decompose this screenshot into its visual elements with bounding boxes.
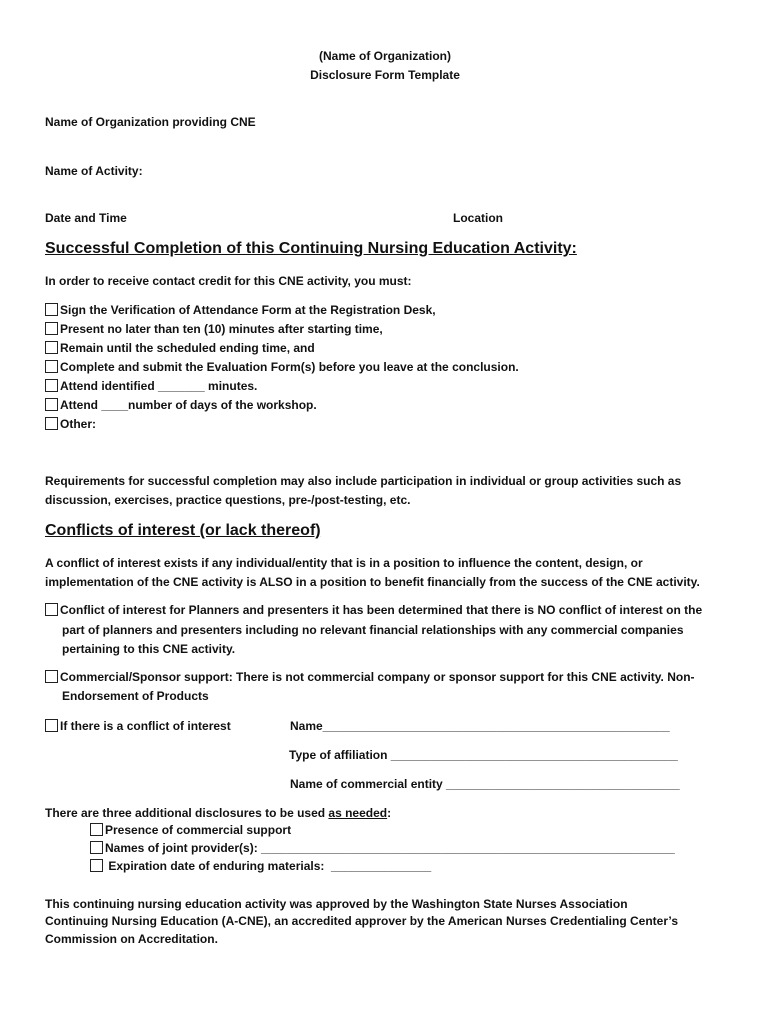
checkbox[interactable] bbox=[45, 603, 58, 616]
conflict-name-field[interactable]: Name____________________________________________________ bbox=[290, 719, 670, 733]
sponsor-option bbox=[45, 668, 695, 687]
checkbox[interactable] bbox=[45, 398, 58, 411]
affiliation-field[interactable]: Type of affiliation ___________________________________________ bbox=[289, 748, 678, 762]
completion-item bbox=[45, 415, 96, 434]
completion-item bbox=[45, 358, 519, 377]
planners-option-line-2: part of planners and presenters including no relevant financial relationships with any commercial companies bbox=[62, 623, 684, 637]
planners-option-line-3: pertaining to this CNE activity. bbox=[62, 642, 236, 656]
checkbox[interactable] bbox=[90, 859, 103, 872]
requirements-text: Requirements for successful completion may also include participation in individual or group activities such as bbox=[45, 474, 682, 488]
additional-item bbox=[90, 857, 431, 876]
additional-intro-prefix: There are three additional disclosures to be used bbox=[45, 806, 329, 820]
planners-option-label: Conflict of interest for Planners and presenters it has been determined that there is NO conflict of interest on the bbox=[60, 603, 703, 617]
completion-item bbox=[45, 377, 257, 396]
additional-item-label: Expiration date of enduring materials: _______________ bbox=[105, 859, 432, 873]
accreditation-statement: This continuing nursing education activity was approved by the Washington State Nurses Association bbox=[45, 897, 628, 911]
additional-intro bbox=[45, 806, 391, 820]
location-label: Location bbox=[453, 211, 503, 225]
conflict-option bbox=[45, 717, 231, 736]
completion-intro: In order to receive contact credit for this CNE activity, you must: bbox=[45, 274, 412, 288]
checkbox[interactable] bbox=[90, 841, 103, 854]
accreditation-statement-2: Continuing Nursing Education (A-CNE), an accredited approver by the American Nurses Credentialing Center’s bbox=[45, 914, 678, 928]
conflicts-heading: Conflicts of interest (or lack thereof) bbox=[45, 522, 321, 539]
conflict-option-label: If there is a conflict of interest bbox=[60, 719, 231, 733]
org-providing-label: Name of Organization providing CNE bbox=[45, 115, 256, 129]
completion-item-label: Other: bbox=[60, 417, 96, 431]
additional-intro-underlined: as needed bbox=[328, 806, 388, 820]
commercial-entity-field[interactable]: Name of commercial entity ___________________________________ bbox=[290, 777, 680, 791]
checkbox[interactable] bbox=[45, 341, 58, 354]
completion-item-label: Attend identified _______ minutes. bbox=[60, 379, 258, 393]
completion-item-label: Remain until the scheduled ending time, and bbox=[60, 341, 315, 355]
completion-item-label: Complete and submit the Evaluation Form(s) before you leave at the conclusion. bbox=[60, 360, 519, 374]
checkbox[interactable] bbox=[45, 379, 58, 392]
sponsor-option-label: Commercial/Sponsor support: There is not commercial company or sponsor support for this CNE activity. Non- bbox=[60, 670, 695, 684]
additional-intro-suffix: : bbox=[387, 806, 392, 820]
completion-heading: Successful Completion of this Continuing Nursing Education Activity: bbox=[45, 240, 577, 257]
additional-item bbox=[90, 839, 675, 858]
requirements-text-2: discussion, exercises, practice questions, pre-/post-testing, etc. bbox=[45, 493, 411, 507]
completion-item bbox=[45, 301, 436, 320]
checkbox[interactable] bbox=[45, 670, 58, 683]
checkbox[interactable] bbox=[45, 322, 58, 335]
completion-item-label: Attend ____number of days of the workshop. bbox=[60, 398, 317, 412]
completion-item-label: Present no later than ten (10) minutes after starting time, bbox=[60, 322, 383, 336]
sponsor-option-line-2: Endorsement of Products bbox=[62, 689, 209, 703]
form-subtitle: Disclosure Form Template bbox=[310, 68, 460, 82]
additional-item-label: Names of joint provider(s): ______________________________________________________________ bbox=[105, 841, 675, 855]
org-name-title: (Name of Organization) bbox=[318, 49, 451, 63]
additional-item bbox=[90, 821, 291, 840]
checkbox[interactable] bbox=[45, 719, 58, 732]
completion-item-label: Sign the Verification of Attendance Form at the Registration Desk, bbox=[60, 303, 436, 317]
date-time-label: Date and Time bbox=[45, 211, 127, 225]
checkbox[interactable] bbox=[90, 823, 103, 836]
checkbox[interactable] bbox=[45, 360, 58, 373]
completion-item bbox=[45, 320, 383, 339]
accreditation-statement-3: Commission on Accreditation. bbox=[45, 932, 218, 946]
planners-option bbox=[45, 601, 702, 620]
activity-label: Name of Activity: bbox=[45, 164, 143, 178]
completion-item bbox=[45, 396, 317, 415]
conflicts-intro: A conflict of interest exists if any individual/entity that is in a position to influence the content, design, or bbox=[45, 556, 643, 570]
additional-item-label: Presence of commercial support bbox=[105, 823, 292, 837]
conflicts-intro-2: implementation of the CNE activity is ALSO in a position to benefit financially from the success of the CNE activity. bbox=[45, 575, 700, 589]
completion-item bbox=[45, 339, 315, 358]
checkbox[interactable] bbox=[45, 303, 58, 316]
checkbox[interactable] bbox=[45, 417, 58, 430]
